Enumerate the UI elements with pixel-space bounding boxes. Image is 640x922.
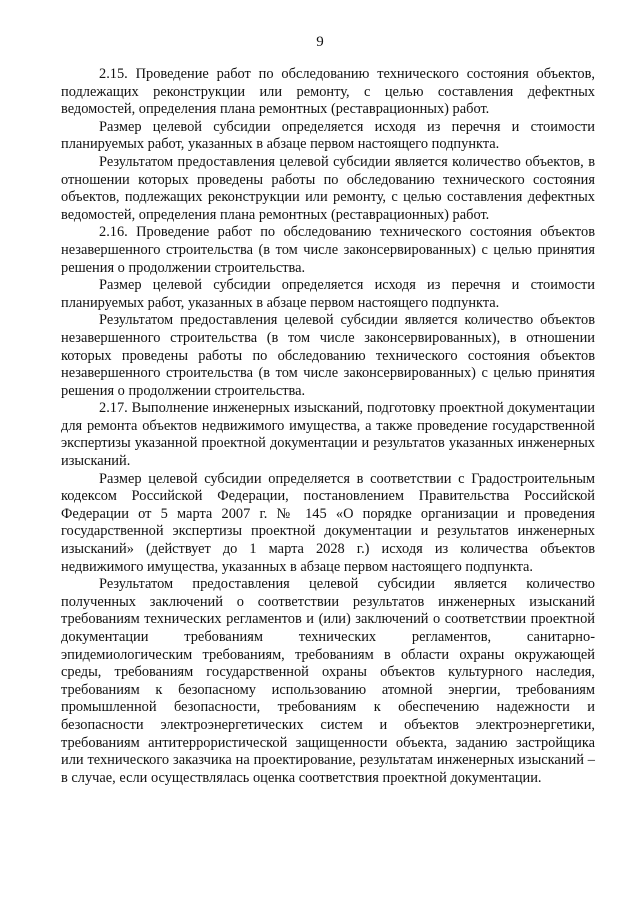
paragraph-2-16-result: Результатом предоставления целевой субсидии является количество объектов незавершенного строительства (в том числе законсервированных), в отношении которых проведены работы по обследованию технического состояния объектов незавершенного строительства (в том числе законсервированных) с целью принятия решения о продолжении строительства.: [61, 312, 595, 399]
paragraph-2-16-subsidy-size: Размер целевой субсидии определяется исходя из перечня и стоимости планируемых работ, указанных в абзаце первом настоящего подпункта.: [61, 277, 595, 311]
paragraph-2-16: 2.16. Проведение работ по обследованию технического состояния объектов незавершенного строительства (в том числе законсервированных) с целью принятия решения о продолжении строительства.: [61, 224, 595, 276]
paragraph-2-15: 2.15. Проведение работ по обследованию технического состояния объектов, подлежащих реконструкции или ремонту, с целью составления дефектных ведомостей, определения плана ремонтных (реставрационных) работ.: [61, 66, 595, 118]
paragraph-2-17-subsidy-size: Размер целевой субсидии определяется в соответствии с Градостроительным кодексом Российской Федерации, постановлением Правительства Российской Федерации от 5 марта 2007 г. № 145 «О порядке организации и проведения государственной экспертизы проектной документации и результатов инженерных изысканий» (действует до 1 марта 2028 г.) исходя из количества объектов недвижимого имущества, указанных в абзаце первом настоящего подпункта.: [61, 470, 595, 575]
paragraph-2-17: 2.17. Выполнение инженерных изысканий, подготовку проектной документации для ремонта объектов недвижимого имущества, а также проведение государственной экспертизы указанной проектной документации и результатов указанных инженерных изысканий.: [61, 400, 595, 470]
page-number: 9: [316, 34, 324, 50]
paragraph-2-15-subsidy-size: Размер целевой субсидии определяется исходя из перечня и стоимости планируемых работ, указанных в абзаце первом настоящего подпункта.: [61, 118, 595, 153]
paragraph-2-15-result: Результатом предоставления целевой субсидии является количество объектов, в отношении которых проведены работы по обследованию технического состояния объектов, подлежащих реконструкции или ремонту, с целью составления дефектных ведомостей, определения плана ремонтных (реставрационных) работ.: [61, 153, 595, 223]
document-body: [61, 66, 595, 787]
paragraph-2-17-result: Результатом предоставления целевой субсидии является количество полученных заключений о соответствии результатов инженерных изысканий требованиям технических регламентов и (или) заключений о соответствии проектной документации требованиям технических регламентов, санитарно-эпидемиологическим требованиям, требованиям в области охраны окружающей среды, требованиям государственной охраны объектов культурного наследия, требованиям к безопасному использованию атомной энергии, требованиям промышленной безопасности, требованиям к обеспечению надежности и безопасности электроэнергетических систем и объектов электроэнергетики, требованиям антитеррористической защищенности объекта, заданию застройщика или технического заказчика на проектирование, результатам инженерных изысканий – в случае, если осуществлялась оценка соответствия проектной документации.: [61, 576, 595, 786]
